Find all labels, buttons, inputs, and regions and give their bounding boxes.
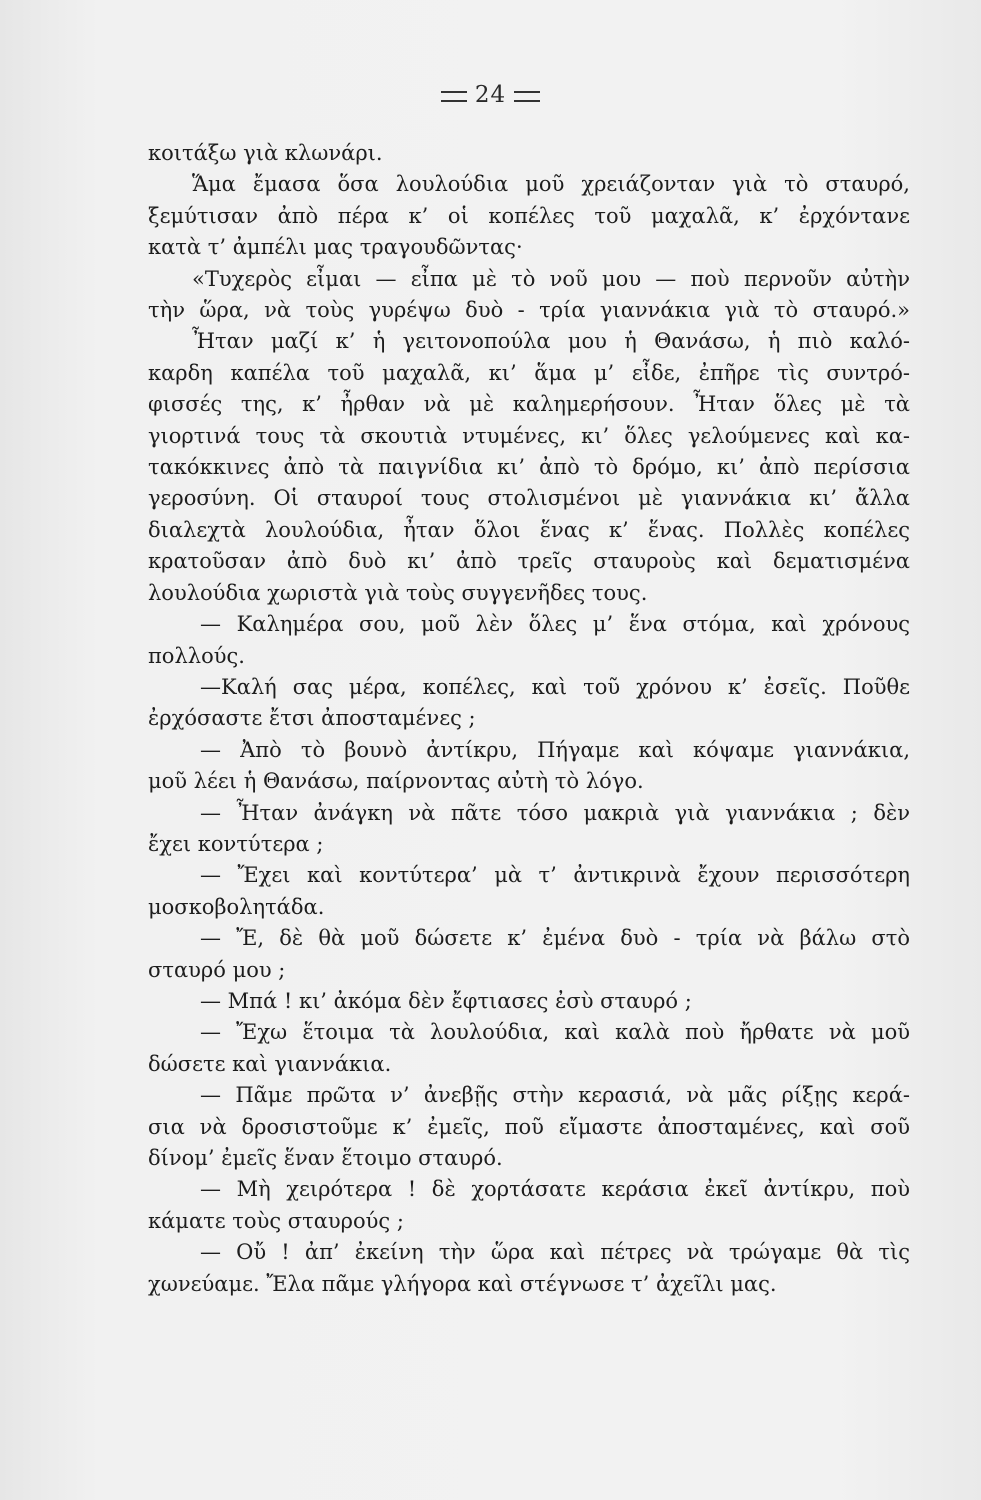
page-number bbox=[0, 82, 981, 108]
text-line: κρατοῦσαν ἀπὸ δυὸ κι’ ἀπὸ τρεῖς σταυροὺς καὶ δεματισμένα bbox=[148, 549, 910, 574]
text-line: κατὰ τ’ ἀμπέλι μας τραγουδῶντας· bbox=[148, 235, 523, 260]
text-line: διαλεχτὰ λουλούδια, ἦταν ὅλοι ἕνας κ’ ἕνας. Πολλὲς κοπέλες bbox=[148, 517, 910, 542]
text-line: σταυρό μου ; bbox=[148, 957, 286, 982]
text-line: κοιτάξω γιὰ κλωνάρι. bbox=[148, 141, 383, 165]
text-line: — Ἔχω ἕτοιμα τὰ λουλούδια, καὶ καλὰ ποὺ ἤρθατε νὰ μοῦ bbox=[200, 1020, 910, 1045]
text-line: μοσκοβολητάδα. bbox=[148, 894, 325, 919]
text-line: δίνομ’ ἐμεῖς ἕναν ἕτοιμο σταυρό. bbox=[148, 1146, 503, 1170]
page-number-value: 24 bbox=[474, 82, 507, 108]
text-line: Ἅμα ἔμασα ὅσα λουλούδια μοῦ χρειάζονταν γιὰ τὸ σταυρό, bbox=[192, 172, 910, 197]
text-line: — Πᾶμε πρῶτα ν’ ἀνεβῇς στὴν κερασιά, νὰ μᾶς ρίξῃς κερά- bbox=[200, 1083, 910, 1108]
text-line: γιορτινά τους τὰ σκουτιὰ ντυμένες, κι’ ὅλες γελούμενες καὶ κα- bbox=[148, 423, 910, 448]
left-ornament-rule bbox=[441, 91, 467, 102]
text-line: — Ἀπὸ τὸ βουνὸ ἀντίκρυ, Πήγαμε καὶ κόψαμε γιαννάκια, bbox=[200, 737, 910, 762]
text-line: ἔχει κοντύτερα ; bbox=[148, 831, 324, 856]
text-line: κάματε τοὺς σταυρούς ; bbox=[148, 1208, 404, 1233]
text-line: μοῦ λέει ἡ Θανάσω, παίρνοντας αὐτὴ τὸ λόγο. bbox=[148, 769, 644, 794]
text-line: τακόκκινες ἀπὸ τὰ παιγνίδια κι’ ἀπὸ τὸ δρόμο, κι’ ἀπὸ περίσσια bbox=[148, 455, 910, 480]
text-line: —Καλή σας μέρα, κοπέλες, καὶ τοῦ χρόνου κ’ ἐσεῖς. Ποῦθε bbox=[200, 674, 910, 699]
text-line: πολλούς. bbox=[148, 643, 245, 668]
text-line: Ἦταν μαζί κ’ ἡ γειτονοπούλα μου ἡ Θανάσω, ἡ πιὸ καλό- bbox=[192, 329, 910, 354]
text-line: λουλούδια χωριστὰ γιὰ τοὺς συγγενῆδες τους. bbox=[148, 580, 648, 605]
text-line: σια νὰ δροσιστοῦμε κ’ ἐμεῖς, ποῦ εἴμαστε ἀποσταμένες, καὶ σοῦ bbox=[148, 1114, 910, 1139]
text-line: — Μπά ! κι’ ἀκόμα δὲν ἔφτιασες ἐσὺ σταυρό ; bbox=[200, 988, 692, 1013]
text-line: — Οὔ ! ἀπ’ ἐκείνη τὴν ὥρα καὶ πέτρες νὰ τρώγαμε θὰ τὶς bbox=[200, 1240, 910, 1265]
text-line: γεροσύνη. Οἱ σταυροί τους στολισμένοι μὲ γιαννάκια κι’ ἄλλα bbox=[148, 486, 910, 511]
text-line: δώσετε καὶ γιαννάκια. bbox=[148, 1051, 392, 1076]
text-line: χωνεύαμε. Ἔλα πᾶμε γλήγορα καὶ στέγνωσε τ’ ἀχεῖλι μας. bbox=[148, 1271, 777, 1296]
text-line: — Ἔ, δὲ θὰ μοῦ δώσετε κ’ ἐμένα δυὸ - τρία νὰ βάλω στὸ bbox=[200, 926, 910, 951]
text-line: «Τυχερὸς εἶμαι — εἶπα μὲ τὸ νοῦ μου — ποὺ περνοῦν αὐτὴν bbox=[192, 266, 910, 291]
text-line: — Ἔχει καὶ κοντύτερα’ μὰ τ’ ἀντικρινὰ ἔχουν περισσότερη bbox=[200, 863, 910, 888]
text-line: τὴν ὥρα, νὰ τοὺς γυρέψω δυὸ - τρία γιαννάκια γιὰ τὸ σταυρό.» bbox=[148, 298, 910, 323]
text-line: — Καλημέρα σου, μοῦ λὲν ὅλες μ’ ἕνα στόμα, καὶ χρόνους bbox=[200, 612, 910, 637]
text-line: ἐρχόσαστε ἔτσι ἀποσταμένες ; bbox=[148, 706, 476, 731]
right-ornament-rule bbox=[514, 91, 540, 102]
text-line: καρδη καπέλα τοῦ μαχαλᾶ, κι’ ἅμα μ’ εἶδε, ἐπῆρε τὶς συντρό- bbox=[148, 360, 910, 385]
body-text bbox=[148, 138, 910, 1300]
text-line: φισσές της, κ’ ἦρθαν νὰ μὲ καλημερήσουν. Ἦταν ὅλες μὲ τὰ bbox=[148, 392, 910, 417]
text-line: — Ἦταν ἀνάγκη νὰ πᾶτε τόσο μακριὰ γιὰ γιαννάκια ; δὲν bbox=[200, 800, 910, 825]
text-line: — Μὴ χειρότερα ! δὲ χορτάσατε κεράσια ἐκεῖ ἀντίκρυ, ποὺ bbox=[200, 1177, 910, 1202]
text-line: ξεμύτισαν ἀπὸ πέρα κ’ οἱ κοπέλες τοῦ μαχαλᾶ, κ’ ἐρχόντανε bbox=[148, 203, 910, 228]
